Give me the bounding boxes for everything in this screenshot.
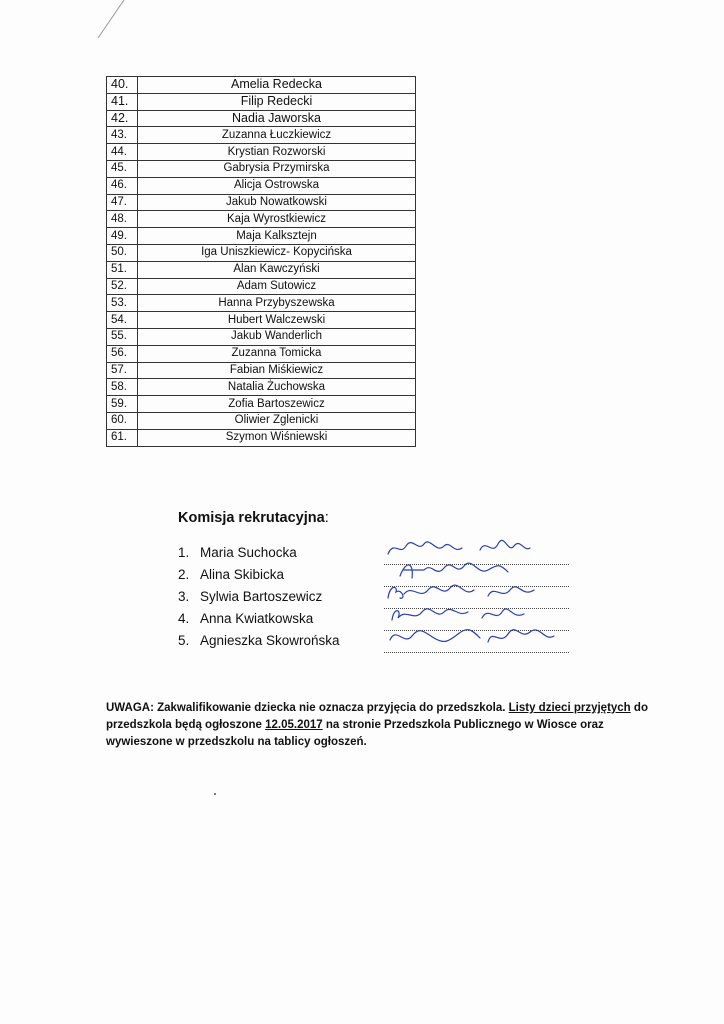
member-index: 4. bbox=[178, 611, 190, 626]
row-number: 52. bbox=[107, 278, 138, 295]
table-row bbox=[107, 412, 416, 429]
member-name: Maria Suchocka bbox=[200, 545, 297, 560]
table-row bbox=[107, 244, 416, 261]
member-name: Anna Kwiatkowska bbox=[200, 611, 314, 626]
row-number: 43. bbox=[107, 127, 138, 144]
row-number: 40. bbox=[107, 77, 138, 94]
row-number: 53. bbox=[107, 295, 138, 312]
table-row bbox=[107, 127, 416, 144]
notice-paragraph: UWAGA: Zakwalifikowanie dziecka nie oznacza przyjęcia do przedszkola. Listy dzieci przyjętych do przedszkola będą ogłoszone 12.05.2017 na stronie Przedszkola Publicznego w Wiosce oraz wywieszone w przedszkolu na tablicy ogłoszeń. bbox=[106, 702, 648, 748]
commission-section bbox=[178, 510, 340, 652]
child-name: Maja Kalksztejn bbox=[138, 228, 416, 245]
table-row bbox=[107, 396, 416, 413]
row-number: 58. bbox=[107, 379, 138, 396]
child-name: Alicja Ostrowska bbox=[138, 177, 416, 194]
row-number: 46. bbox=[107, 177, 138, 194]
row-number: 44. bbox=[107, 144, 138, 161]
member-name: Agnieszka Skowrońska bbox=[200, 633, 340, 648]
commission-members bbox=[178, 542, 340, 652]
commission-member bbox=[178, 542, 340, 564]
row-number: 42. bbox=[107, 110, 138, 127]
child-name: Fabian Miśkiewicz bbox=[138, 362, 416, 379]
child-name: Nadia Jaworska bbox=[138, 110, 416, 127]
child-name: Zuzanna Tomicka bbox=[138, 345, 416, 362]
table-row bbox=[107, 177, 416, 194]
table-row bbox=[107, 228, 416, 245]
child-name: Gabrysia Przymirska bbox=[138, 160, 416, 177]
child-name: Zofia Bartoszewicz bbox=[138, 396, 416, 413]
row-number: 47. bbox=[107, 194, 138, 211]
table-row bbox=[107, 278, 416, 295]
table-row bbox=[107, 345, 416, 362]
row-number: 49. bbox=[107, 228, 138, 245]
member-index: 5. bbox=[178, 633, 190, 648]
child-name: Szymon Wiśniewski bbox=[138, 429, 416, 446]
child-name: Amelia Redecka bbox=[138, 77, 416, 94]
row-number: 60. bbox=[107, 412, 138, 429]
table-row bbox=[107, 328, 416, 345]
stray-mark bbox=[214, 793, 216, 795]
commission-member bbox=[178, 586, 340, 608]
child-name: Hanna Przybyszewska bbox=[138, 295, 416, 312]
page-fold-mark bbox=[96, 0, 126, 40]
table-row bbox=[107, 77, 416, 94]
member-index: 3. bbox=[178, 589, 190, 604]
table-row bbox=[107, 93, 416, 110]
signature-line bbox=[384, 630, 569, 653]
table-row bbox=[107, 211, 416, 228]
row-number: 50. bbox=[107, 244, 138, 261]
child-name: Krystian Rozworski bbox=[138, 144, 416, 161]
child-name: Kaja Wyrostkiewicz bbox=[138, 211, 416, 228]
row-number: 57. bbox=[107, 362, 138, 379]
commission-title: Komisja rekrutacyjna: bbox=[178, 510, 329, 526]
child-name: Filip Redecki bbox=[138, 93, 416, 110]
table-row bbox=[107, 160, 416, 177]
member-index: 2. bbox=[178, 567, 190, 582]
child-name: Jakub Nowatkowski bbox=[138, 194, 416, 211]
table-row bbox=[107, 194, 416, 211]
child-name: Adam Sutowicz bbox=[138, 278, 416, 295]
row-number: 54. bbox=[107, 312, 138, 329]
child-name: Iga Uniszkiewicz- Kopycińska bbox=[138, 244, 416, 261]
table-row bbox=[107, 429, 416, 446]
child-name: Natalia Żuchowska bbox=[138, 379, 416, 396]
row-number: 48. bbox=[107, 211, 138, 228]
row-number: 51. bbox=[107, 261, 138, 278]
commission-member bbox=[178, 630, 340, 652]
member-name: Sylwia Bartoszewicz bbox=[200, 589, 323, 604]
child-name: Oliwier Zglenicki bbox=[138, 412, 416, 429]
commission-member bbox=[178, 608, 340, 630]
row-number: 41. bbox=[107, 93, 138, 110]
member-index: 1. bbox=[178, 545, 190, 560]
children-list-table bbox=[106, 76, 416, 447]
member-name: Alina Skibicka bbox=[200, 567, 285, 582]
table-row bbox=[107, 144, 416, 161]
table-row bbox=[107, 261, 416, 278]
child-name: Jakub Wanderlich bbox=[138, 328, 416, 345]
table-row bbox=[107, 110, 416, 127]
row-number: 59. bbox=[107, 396, 138, 413]
table-row bbox=[107, 362, 416, 379]
table-row bbox=[107, 295, 416, 312]
child-name: Hubert Walczewski bbox=[138, 312, 416, 329]
child-name: Alan Kawczyński bbox=[138, 261, 416, 278]
table-row bbox=[107, 379, 416, 396]
handwritten-signature bbox=[384, 624, 569, 650]
row-number: 61. bbox=[107, 429, 138, 446]
row-number: 45. bbox=[107, 160, 138, 177]
row-number: 55. bbox=[107, 328, 138, 345]
table-row bbox=[107, 312, 416, 329]
child-name: Zuzanna Łuczkiewicz bbox=[138, 127, 416, 144]
row-number: 56. bbox=[107, 345, 138, 362]
commission-member bbox=[178, 564, 340, 586]
